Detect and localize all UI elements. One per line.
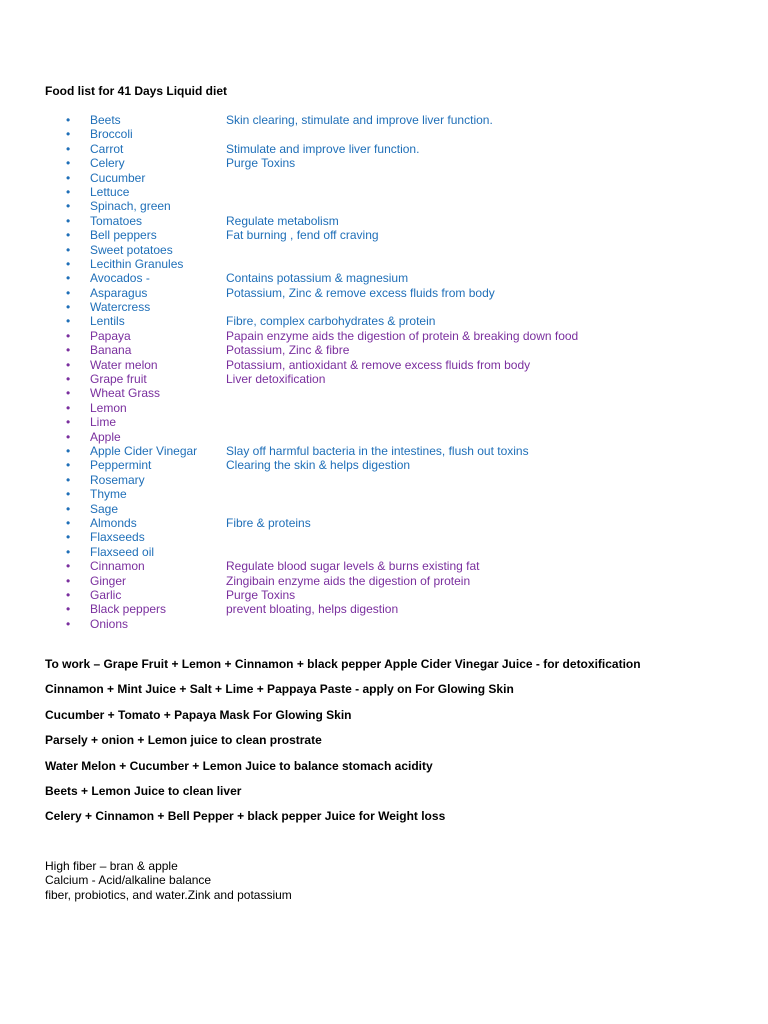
recipe-list	[45, 657, 745, 835]
food-name: Flaxseed oil	[90, 544, 155, 559]
bullet-icon: •	[66, 602, 71, 617]
bullet-icon: •	[66, 271, 71, 286]
food-name: Lentils	[90, 314, 125, 329]
food-list-item	[0, 300, 768, 314]
food-benefit: Stimulate and improve liver function.	[226, 141, 420, 156]
food-name: Lemon	[90, 400, 127, 415]
bullet-icon: •	[66, 544, 71, 559]
food-name: Watercress	[90, 300, 151, 315]
food-list-item	[0, 214, 768, 228]
food-list-item	[0, 142, 768, 156]
food-benefit: Potassium, Zinc & fibre	[226, 343, 350, 358]
food-list-item	[0, 415, 768, 429]
food-list-item	[0, 271, 768, 285]
food-name: Celery	[90, 156, 125, 171]
bullet-icon: •	[66, 587, 71, 602]
food-list-item	[0, 401, 768, 415]
food-name: Grape fruit	[90, 372, 147, 387]
bullet-icon: •	[66, 487, 71, 502]
bullet-icon: •	[66, 515, 71, 530]
food-name: Sage	[90, 501, 119, 516]
food-benefit: Fibre, complex carbohydrates & protein	[226, 314, 436, 329]
food-name: Flaxseeds	[90, 530, 145, 545]
food-name: Sweet potatoes	[90, 242, 173, 257]
bullet-icon: •	[66, 429, 71, 444]
food-list-item	[0, 185, 768, 199]
bullet-icon: •	[66, 141, 71, 156]
food-benefit: Liver detoxification	[226, 372, 326, 387]
food-name: Apple	[90, 429, 121, 444]
recipe-line: Cucumber + Tomato + Papaya Mask For Glowing Skin	[45, 707, 352, 722]
food-benefit: Purge Toxins	[226, 587, 296, 602]
food-name: Thyme	[90, 487, 127, 502]
food-name: Lime	[90, 415, 117, 430]
food-list-item	[0, 588, 768, 602]
food-benefit: prevent bloating, helps digestion	[226, 602, 399, 617]
bullet-icon: •	[66, 372, 71, 387]
food-name: Water melon	[90, 357, 158, 372]
notes-list	[45, 859, 292, 902]
food-list-item	[0, 314, 768, 328]
bullet-icon: •	[66, 530, 71, 545]
food-name: Lettuce	[90, 184, 130, 199]
food-name: Banana	[90, 343, 132, 358]
recipe-line: Beets + Lemon Juice to clean liver	[45, 783, 242, 798]
food-benefit: Contains potassium & magnesium	[226, 271, 409, 286]
food-name: Lecithin Granules	[90, 256, 184, 271]
food-list-item	[0, 386, 768, 400]
note-line: High fiber – bran & apple	[45, 859, 178, 873]
bullet-icon: •	[66, 501, 71, 516]
bullet-icon: •	[66, 199, 71, 214]
food-name: Bell peppers	[90, 228, 157, 243]
recipe-line: Water Melon + Cucumber + Lemon Juice to balance stomach acidity	[45, 758, 433, 773]
food-name: Tomatoes	[90, 213, 143, 228]
bullet-icon: •	[66, 256, 71, 271]
food-list-item	[0, 444, 768, 458]
bullet-icon: •	[66, 228, 71, 243]
food-list-item	[0, 372, 768, 386]
food-benefit: Papain enzyme aids the digestion of protein & breaking down food	[226, 328, 579, 343]
bullet-icon: •	[66, 113, 71, 127]
food-benefit: Potassium, Zinc & remove excess fluids from body	[226, 285, 495, 300]
food-list-item	[0, 156, 768, 170]
bullet-icon: •	[66, 616, 71, 631]
bullet-icon: •	[66, 559, 71, 574]
food-list-item	[0, 530, 768, 544]
food-list-item	[0, 545, 768, 559]
food-benefit: Skin clearing, stimulate and improve liver function.	[226, 113, 493, 127]
food-list-item	[0, 516, 768, 530]
bullet-icon: •	[66, 127, 71, 142]
bullet-icon: •	[66, 573, 71, 588]
recipe-line: To work – Grape Fruit + Lemon + Cinnamon + black pepper Apple Cider Vinegar Juice - for detoxification	[45, 657, 641, 671]
food-benefit: Purge Toxins	[226, 156, 296, 171]
note-line: Calcium - Acid/alkaline balance	[45, 873, 212, 888]
food-benefit: Zingibain enzyme aids the digestion of protein	[226, 573, 471, 588]
food-benefit: Regulate metabolism	[226, 213, 339, 228]
recipe-line: Celery + Cinnamon + Bell Pepper + black pepper Juice for Weight loss	[45, 809, 446, 824]
food-benefit: Clearing the skin & helps digestion	[226, 458, 411, 473]
food-list-item	[0, 458, 768, 472]
food-list-item	[0, 502, 768, 516]
bullet-icon: •	[66, 314, 71, 329]
food-benefit: Fat burning , fend off craving	[226, 228, 379, 243]
bullet-icon: •	[66, 386, 71, 401]
bullet-icon: •	[66, 400, 71, 415]
food-list-item	[0, 329, 768, 343]
food-name: Asparagus	[90, 285, 148, 300]
food-name: Beets	[90, 113, 121, 127]
food-list-item	[0, 358, 768, 372]
food-list-item	[0, 243, 768, 257]
food-list-item	[0, 602, 768, 616]
recipe-line: Cinnamon + Mint Juice + Salt + Lime + Pappaya Paste - apply on For Glowing Skin	[45, 682, 514, 697]
bullet-icon: •	[66, 213, 71, 228]
food-list	[0, 113, 768, 631]
bullet-icon: •	[66, 170, 71, 185]
food-name: Black peppers	[90, 602, 167, 617]
bullet-icon: •	[66, 415, 71, 430]
food-name: Cinnamon	[90, 559, 145, 574]
food-list-item	[0, 559, 768, 573]
food-benefit: Potassium, antioxidant & remove excess fluids from body	[226, 357, 531, 372]
bullet-icon: •	[66, 285, 71, 300]
food-list-item	[0, 430, 768, 444]
food-name: Almonds	[90, 515, 137, 530]
food-benefit: Fibre & proteins	[226, 515, 311, 530]
food-name: Rosemary	[90, 472, 145, 487]
food-list-item	[0, 343, 768, 357]
note-line: fiber, probiotics, and water.Zink and potassium	[45, 887, 292, 902]
bullet-icon: •	[66, 443, 71, 458]
bullet-icon: •	[66, 184, 71, 199]
bullet-icon: •	[66, 242, 71, 257]
food-list-item	[0, 473, 768, 487]
food-list-item	[0, 228, 768, 242]
food-name: Wheat Grass	[90, 386, 161, 401]
food-list-item	[0, 171, 768, 185]
food-list-item	[0, 127, 768, 141]
food-name: Ginger	[90, 573, 127, 588]
food-name: Garlic	[90, 587, 122, 602]
food-list-item	[0, 617, 768, 631]
food-list-item	[0, 487, 768, 501]
food-benefit: Slay off harmful bacteria in the intestines, flush out toxins	[226, 443, 529, 458]
food-list-item	[0, 113, 768, 127]
bullet-icon: •	[66, 343, 71, 358]
food-name: Carrot	[90, 141, 124, 156]
food-name: Cucumber	[90, 170, 146, 185]
food-list-item	[0, 286, 768, 300]
recipe-line: Parsely + onion + Lemon juice to clean prostrate	[45, 733, 322, 748]
bullet-icon: •	[66, 472, 71, 487]
food-name: Apple Cider Vinegar	[90, 443, 198, 458]
food-benefit: Regulate blood sugar levels & burns existing fat	[226, 559, 480, 574]
bullet-icon: •	[66, 357, 71, 372]
food-list-item	[0, 574, 768, 588]
food-name: Spinach, green	[90, 199, 171, 214]
food-name: Avocados -	[90, 271, 150, 286]
food-list-item	[0, 199, 768, 213]
food-list-item	[0, 257, 768, 271]
food-name: Papaya	[90, 328, 131, 343]
food-name: Peppermint	[90, 458, 152, 473]
food-name: Broccoli	[90, 127, 133, 142]
food-name: Onions	[90, 616, 129, 631]
page-title: Food list for 41 Days Liquid diet	[45, 84, 228, 98]
bullet-icon: •	[66, 328, 71, 343]
bullet-icon: •	[66, 458, 71, 473]
bullet-icon: •	[66, 156, 71, 171]
bullet-icon: •	[66, 300, 71, 315]
